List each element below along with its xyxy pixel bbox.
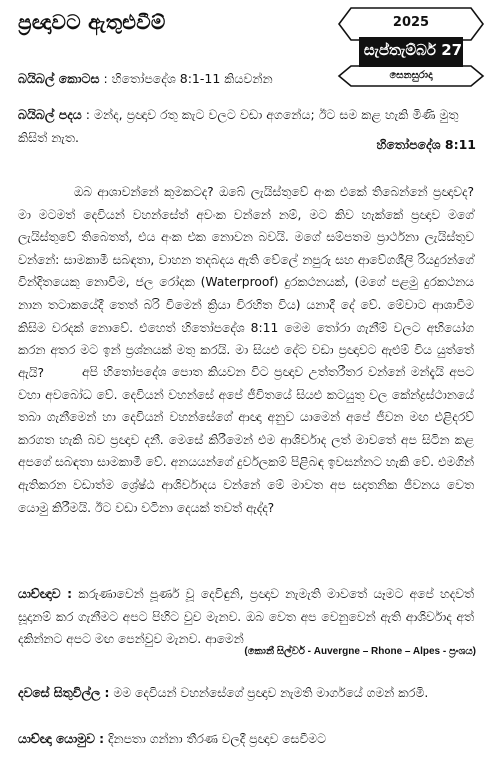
daily-thought-text: මම දෙවියන් වහන්සේගේ ප්‍රඥාව නැමති මාර්ගයේ ගමන් කරමි. <box>113 686 429 700</box>
bible-verse-separator: : <box>85 107 90 122</box>
devotion-paragraph-2: අපි හිතෝපදේශ පොත කියවන විට ප්‍රඥාව උත්තරීතර වන්නේ මන්දැයි අපට වහා අවබෝධ වේ. දෙවියන් වහන්සේ අපේ ජීවිතයේ සියළු කටයුතු වල කේන්ද්‍රස්ථානයේ තබා ගැනීමෙන් හා දෙවියන් වහන්සේගේ ආඥා අනුව යාමෙන් අපේ ජීවන මඟ එළිදරව් කරගත හැකි බව ප්‍රඥාව දනී. මෙසේ කිරීමෙන් එම ආශිර්වාද ලත් මාවතේ අප සිටින කළ අපගේ සබඳතා සාමකාමී වේ. අනයයන්ගේ දුර්වලකම් පිළිබඳ ඉවසන්නට හැකි වේ. එමගින් ඇතිකරන වඩාත්ම ශ්‍රේෂ්ඨ ආශිර්වාදය වන්නේ මේ මාවත අප සදාතනික ජීවනය වෙත යොමු කිරීමයි. ඊට වඩා වටිනා දෙයක් තවත් ඇද්ද? <box>18 365 474 515</box>
prayer-point-label: යාච්ඥා යොමුව : <box>18 732 105 746</box>
bible-verse-text: මන්ද, ප්‍රඥාව රතු කැට වලට වඩා අගනේය; ඊට සම කළ හැකි මිණි මුතු කිසිත් නැත. <box>18 107 459 145</box>
bible-reading-text: හිතෝපදේශ 8:1-11 කියවන්න <box>111 71 273 86</box>
daily-thought <box>18 682 474 705</box>
badge-weekday: සෙනසුරාදා <box>389 70 433 81</box>
prayer-block <box>18 583 474 651</box>
prayer-text: කරුණාවෙන් පූර්ණ වූ දෙවිඳුනි, ප්‍රඥාව නැමැති මාවතේ යෑමට අපේ හදවත් සූදානම් කර ගැනීමට අපට පිහිට වුව මැනව. ඔබ වෙත අප වෙනුවෙන් ඇති ආශිර්වාද අත් දකින්නට අපට මඟ පෙන්වුව මැනව. ආමෙන් <box>18 587 474 647</box>
bible-verse-label: බයිබල් පදය <box>18 107 82 122</box>
badge-date: සැප්තැම්බර් 27 <box>363 41 463 59</box>
daily-thought-label: දවසේ සිතුවිල්ල : <box>18 686 110 700</box>
bible-reading-line <box>18 68 476 91</box>
badge-year: 2025 <box>392 15 430 30</box>
bible-verse-reference: හිතෝපදේශ 8:11 <box>376 137 476 152</box>
prayer-label: යාච්ඥාව : <box>18 587 73 601</box>
prayer-point <box>18 728 474 751</box>
bible-reading-label: බයිබල් කොටස <box>18 71 100 86</box>
prayer-point-text: දිනපතා ගන්නා තීරණ වලදී ප්‍රඥාව සෙවීමට <box>108 732 326 746</box>
author-credit: (කොනී සිල්වර් - Auvergne – Rhone – Alpes - ප්‍රංශය) <box>244 646 476 657</box>
bible-reading-separator: : <box>103 71 108 86</box>
page-title: ප්‍රඥාවට ඇතුළුවීම් <box>18 10 166 34</box>
devotion-paragraph-1: ඔබ ආශාවන්නේ කුමකටද? ඔබේ ලැයිස්තුවේ අංක එකේ තිබෙන්නේ ප්‍රඥාවද? මා මටමත් දෙවියන් වහන්සේත් අවංක වන්නේ නම්, මට කිව හැක්කේ ප්‍රඥාව මගේ ලැයිස්තුවේ තිබෙතත්, එය අංක එක නොවන බවයි. මගේ සම්පතම ප්‍රාර්ථනා ලැයිස්තුව වන්නේ: සාමකාමී සබඳතා, වාහන තදබදය ඇති වේලේ නපුරු සහ ආවේගශීලි රියදුරන්ගේ වින්දිතයෙකු නොවීම, ජල රෝදක (Waterproof) දුරකථනයක්, (මගේ පළමු දුරකථනය නාන තටාකයේදී තෙත් බරි වීමෙන් ක්‍රියා විරහිත විය) යනාදී දේ වේ. මේවාට ආශාවීම කිසිම වරදක් නොවේ. එහෙත් හිතෝපදේශ 8:11 මෙම තෝරා ගැනීම් වලට අභියෝග කරන අතර මට ඉන් ප්‍රශ්නයක් මතු කරයි. මා සියළු දේට වඩා ප්‍රඥාවට ඇළුම් විය යුත්තේ ඇයි? <box>18 185 474 380</box>
